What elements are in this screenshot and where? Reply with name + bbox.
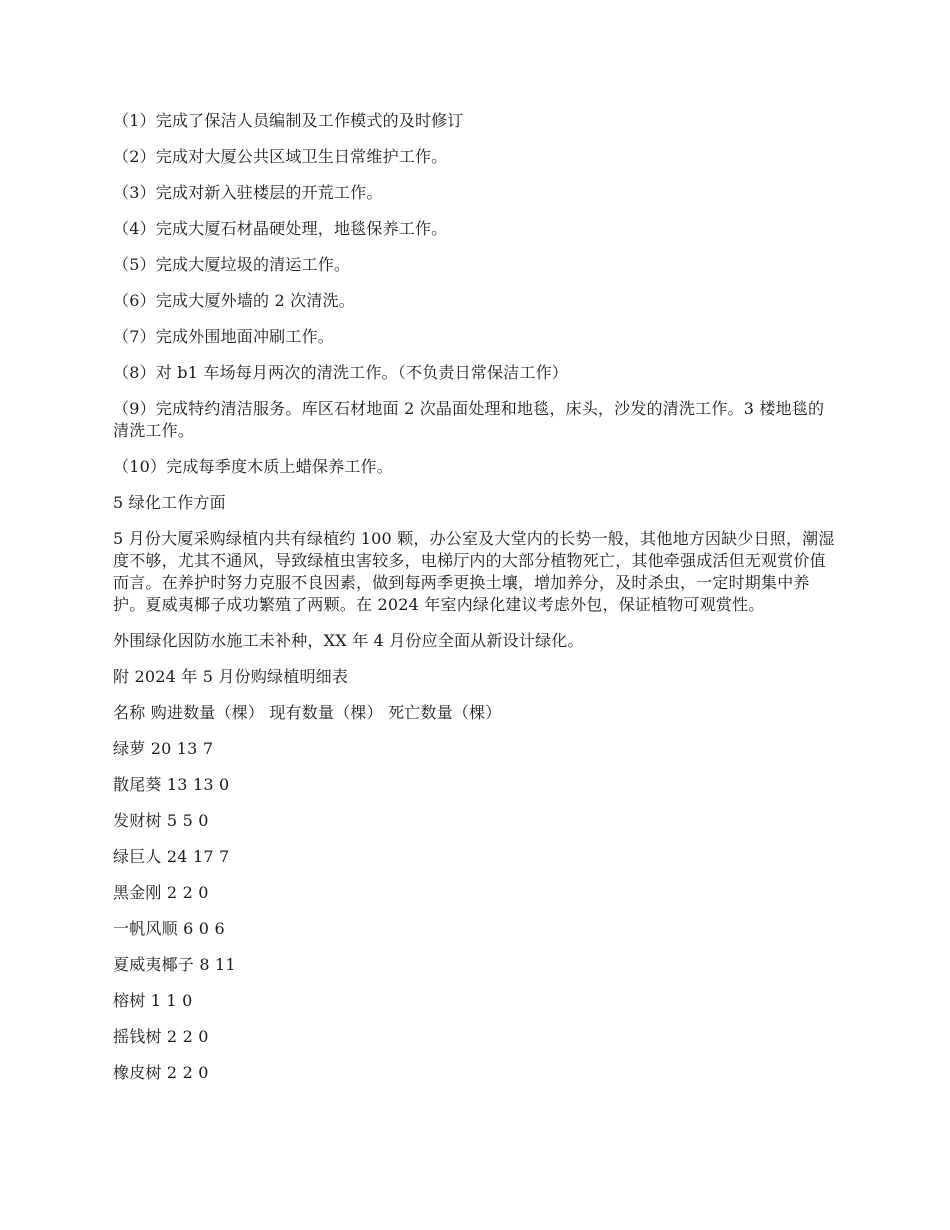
cell-purchased: 2 [166,1027,178,1046]
cell-name: 橡皮树 [113,1063,162,1082]
cell-existing: 2 [182,1027,193,1046]
cell-dead: 0 [219,775,230,794]
work-item-2: （2）完成对大厦公共区域卫生日常维护工作。 [113,147,448,166]
cell-existing: 13 [176,739,198,758]
table-row [113,810,838,832]
work-item-1: （1）完成了保洁人员编制及工作模式的及时修订 [113,111,464,130]
table-header-row [113,702,838,724]
cell-name: 散尾葵 [113,775,162,794]
table-row [113,990,838,1012]
cell-name: 绿巨人 [113,847,162,866]
cell-dead: 0 [182,991,193,1010]
cell-purchased: 1 [150,991,162,1010]
cell-dead: 7 [202,739,214,758]
work-item-5: （5）完成大厦垃圾的清运工作。 [113,255,351,274]
cell-purchased: 20 [150,739,172,758]
header-name: 名称 [113,703,146,722]
work-item-7: （7）完成外围地面冲刷工作。 [113,327,334,346]
cell-dead: 0 [198,811,209,830]
cell-purchased: 2 [166,1063,178,1082]
cell-name: 夏威夷椰子 [113,955,195,974]
cell-purchased: 24 [166,847,188,866]
table-row [113,882,838,904]
work-item-9: （9）完成特约清洁服务。库区石材地面 2 次晶面处理和地毯，床头，沙发的清洗工作。3 楼地毯的清洗工作。 [113,399,825,440]
cell-existing: 11 [215,955,236,974]
work-item-3: （3）完成对新入驻楼层的开荒工作。 [113,183,383,202]
work-item-6: （6）完成大厦外墙的 2 次清洗。 [113,291,355,310]
cell-dead: 0 [198,883,209,902]
header-existing: 现有数量（棵） [269,703,383,722]
cell-existing: 1 [166,991,177,1010]
outdoor-greening-paragraph: 外围绿化因防水施工未补种，XX 年 4 月份应全面从新设计绿化。 [113,631,584,650]
cell-purchased: 13 [166,775,188,794]
greening-paragraph: 5 月份大厦采购绿植内共有绿植约 100 颗，办公室及大堂内的长势一般，其他地方因缺少日照，潮湿度不够，尤其不通风，导致绿植虫害较多，电梯厅内的大部分植物死亡，其他牵强成活但无观赏价值而言。在养护时努力克服不良因素，做到每两季更换土壤，增加养分，及时杀虫，一定时期集中养护。夏威夷椰子成功繁殖了两颗。在 2024 年室内绿化建议考虑外包，保证植物可观赏性。 [113,529,835,614]
cell-name: 发财树 [113,811,162,830]
cell-name: 绿萝 [113,739,146,758]
table-row [113,1062,838,1084]
header-purchased: 购进数量（棵） [150,703,265,722]
table-row [113,846,838,868]
cell-purchased: 6 [183,919,194,938]
table-row [113,918,838,940]
cell-name: 摇钱树 [113,1027,162,1046]
cell-dead: 6 [214,919,225,938]
cell-existing: 17 [192,847,214,866]
document-page [113,110,838,1098]
table-title: 附 2024 年 5 月份购绿植明细表 [113,667,349,686]
table-row [113,954,838,976]
cell-existing: 13 [192,775,214,794]
cell-name: 一帆风顺 [113,919,178,938]
greening-heading: 5 绿化工作方面 [113,493,226,512]
work-item-8: （8）对 b1 车场每月两次的清洗工作。（不负责日常保洁工作） [113,363,568,382]
cell-existing: 5 [182,811,193,830]
cell-existing: 2 [182,1063,193,1082]
work-item-4: （4）完成大厦石材晶硬处理，地毯保养工作。 [113,219,448,238]
cell-name: 黑金刚 [113,883,162,902]
cell-dead: 0 [198,1063,209,1082]
table-row [113,774,838,796]
cell-dead: 0 [198,1027,209,1046]
cell-purchased: 2 [166,883,178,902]
cell-existing: 2 [182,883,193,902]
cell-existing: 0 [198,919,210,938]
cell-dead: 7 [219,847,230,866]
table-row [113,1026,838,1048]
cell-name: 榕树 [113,991,146,1010]
cell-purchased: 8 [199,955,210,974]
cell-purchased: 5 [166,811,178,830]
work-item-10: （10）完成每季度木质上蜡保养工作。 [113,457,393,476]
header-dead: 死亡数量（棵） [388,703,502,722]
table-row [113,738,838,760]
